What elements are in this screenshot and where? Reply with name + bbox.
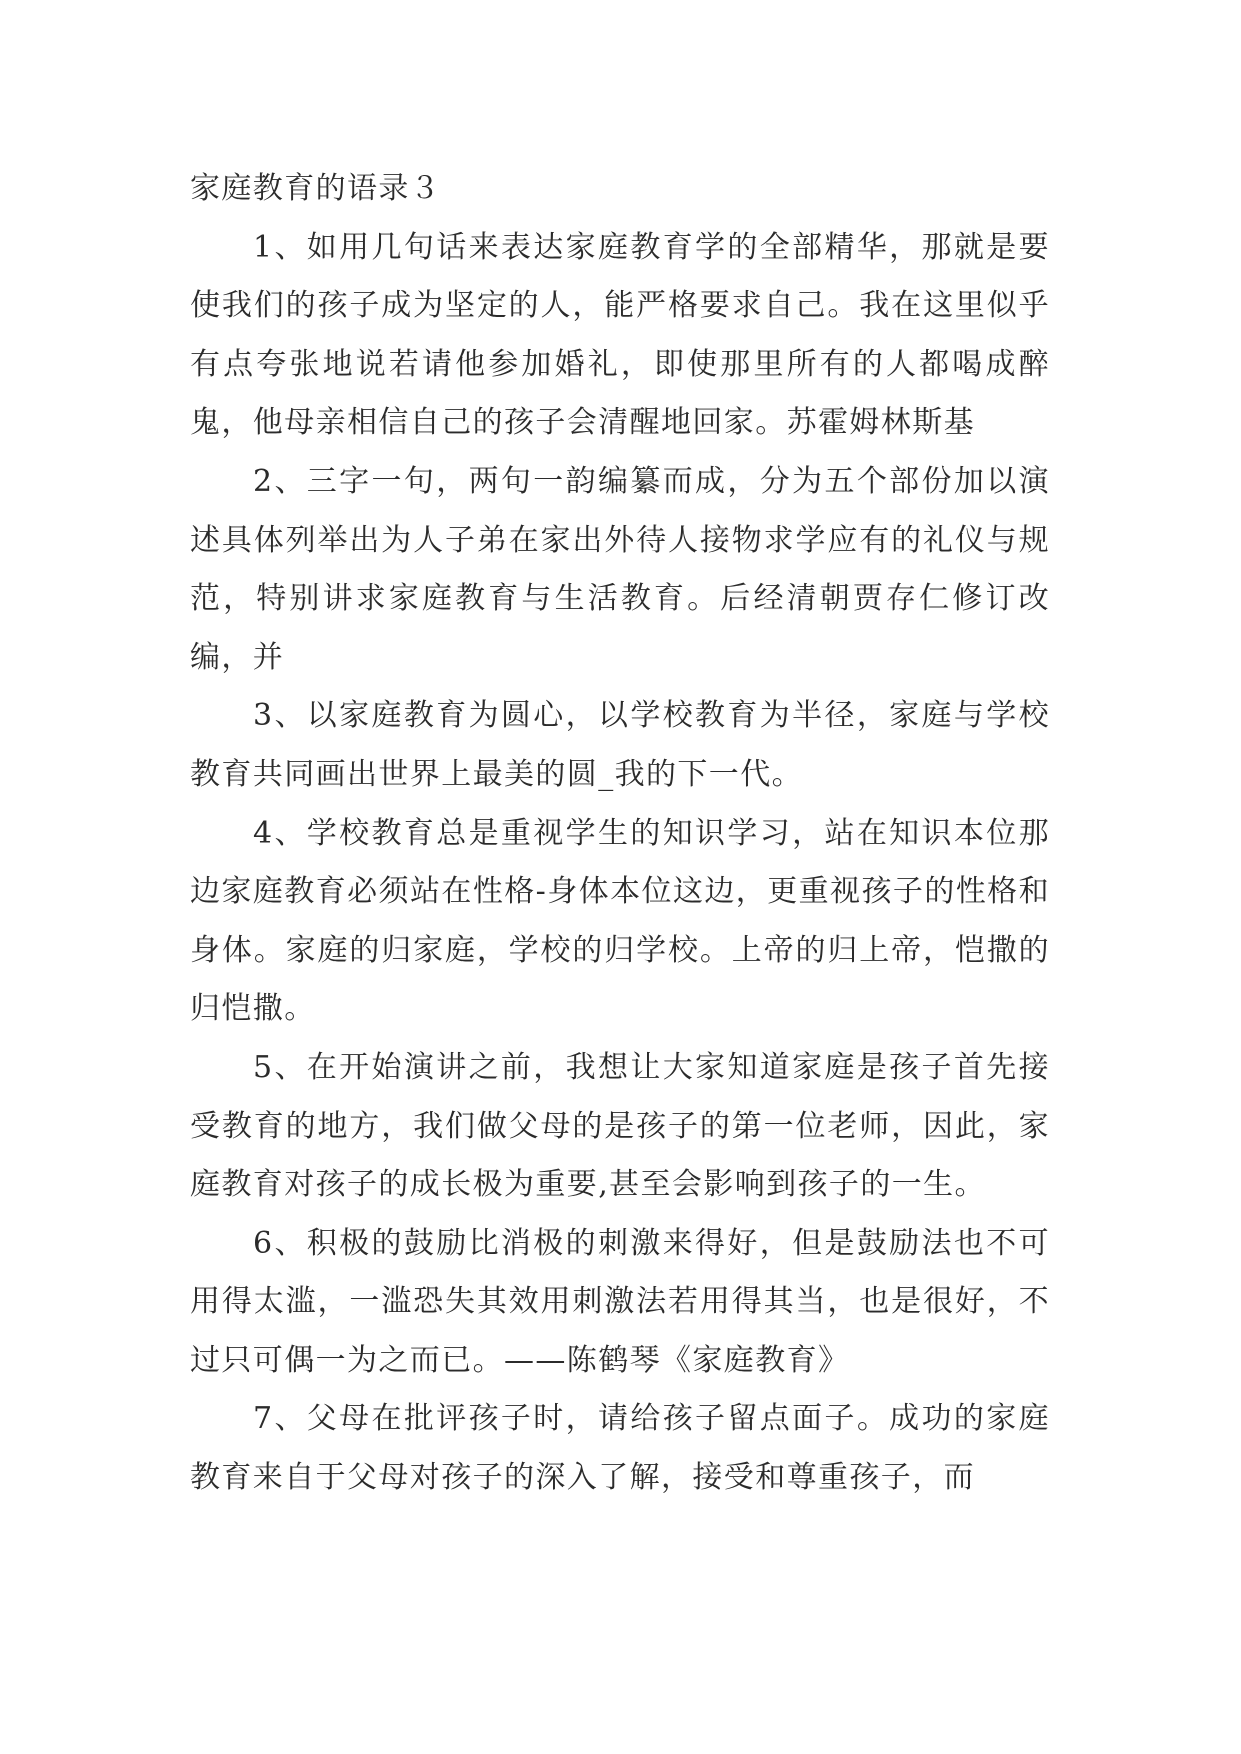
quote-paragraph-2: 2、三字一句，两句一韵编纂而成，分为五个部份加以演述具体列举出为人子弟在家出外待人接物求学应有的礼仪与规范，特别讲求家庭教育与生活教育。后经清朝贾存仁修订改编，并 [190, 463, 1050, 675]
quote-paragraph-7: 7、父母在批评孩子时，请给孩子留点面子。成功的家庭教育来自于父母对孩子的深入了解，接受和尊重孩子，而 [190, 1401, 1050, 1496]
quote-paragraph-5: 5、在开始演讲之前，我想让大家知道家庭是孩子首先接受教育的地方，我们做父母的是孩子的第一位老师，因此，家庭教育对孩子的成长极为重要,甚至会影响到孩子的一生。 [190, 1049, 1050, 1203]
document-body [190, 160, 1050, 1508]
section-heading: 家庭教育的语录３ [190, 171, 442, 206]
quote-paragraph-4: 4、学校教育总是重视学生的知识学习，站在知识本位那边家庭教育必须站在性格-身体本位这边，更重视孩子的性格和身体。家庭的归家庭，学校的归学校。上帝的归上帝，恺撒的归恺撒。 [190, 815, 1050, 1027]
quote-paragraph-6: 6、积极的鼓励比消极的刺激来得好，但是鼓励法也不可用得太滥，一滥恐失其效用刺激法若用得其当，也是很好，不过只可偶一为之而已。——陈鹤琴《家庭教育》 [190, 1225, 1050, 1378]
quote-paragraph-1: 1、如用几句话来表达家庭教育学的全部精华，那就是要使我们的孩子成为坚定的人，能严格要求自己。我在这里似乎有点夸张地说若请他参加婚礼，即使那里所有的人都喝成醉鬼，他母亲相信自己的孩子会清醒地回家。苏霍姆林斯基 [190, 229, 1050, 441]
quote-paragraph-3: 3、以家庭教育为圆心，以学校教育为半径，家庭与学校教育共同画出世界上最美的圆_我的下一代。 [190, 698, 1050, 792]
